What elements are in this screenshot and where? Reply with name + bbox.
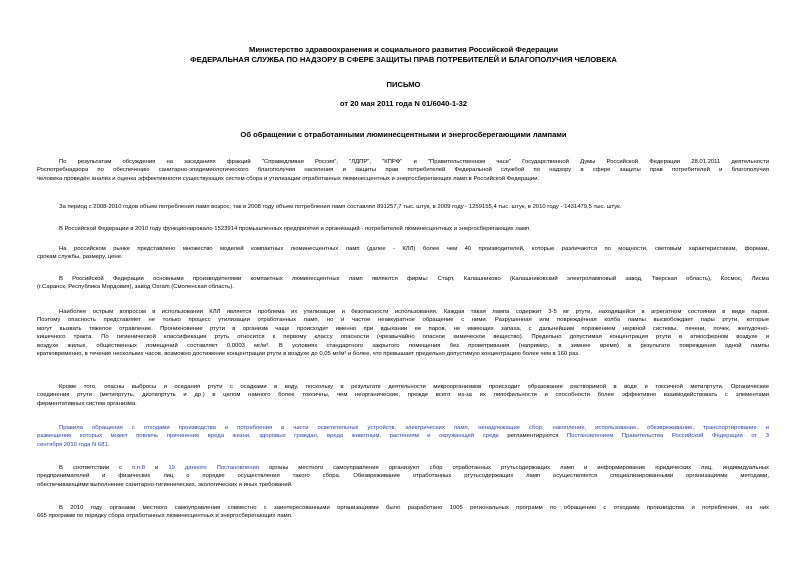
- paragraph-text: органы местного самоуправления организуют сбор отработанных ртутьсодержащих ламп и информирование юридических лиц, индивидуальных: [258, 465, 769, 471]
- paragraph-line: В Российской Федерации основными производителями компактных люминесцентных ламп являются фирмы: Старт, Калашниково (Калашниковский электроламповый завод, Тверская область), Космос, Лисма: [59, 276, 769, 282]
- paragraph-8: [37, 424, 769, 449]
- clause-8-link[interactable]: п.п.8: [132, 465, 146, 471]
- paragraph-line: 665 программ по порядку сбора отработанных люминесцентных и энергосберегающих ламп.: [37, 513, 293, 520]
- paragraph-9: [37, 464, 769, 489]
- paragraph-text: и: [145, 465, 169, 471]
- resolution-link[interactable]: Постановлением Правительства Российской Федерации от 3: [566, 433, 769, 440]
- paragraph-line: Кроме того, опасны выбросы и оседания ртути с осадками в воду, поскольку в результате деятельности микроорганизмов происходит образование растворимой в воде и токсичной метилртути. Органические: [59, 384, 769, 390]
- paragraph-text: регламентируются: [498, 433, 567, 440]
- paragraph-7: [37, 383, 769, 408]
- clause-19-link[interactable]: 19 данного Постановления: [168, 465, 259, 471]
- ministry-header: Министерство здравоохранения и социального развития Российской Федерации: [249, 45, 558, 54]
- paragraph-4: [37, 245, 769, 262]
- paragraph-line: соединения ртути (метилртуть, диэтилртуть и др.) в целом намного более токсичны, чем неорганические, прежде всего из-за их липофильности и способности более эффективно взаимодействовать с элементами: [37, 392, 769, 399]
- paragraph-line: (г.Саранск, Республика Мордовия), завод Osram (Смоленская область).: [37, 284, 234, 291]
- doc-title: Об обращении с отработанными люминесцентными и энергосберегающими лампами: [240, 130, 567, 139]
- paragraph-line: [37, 441, 769, 449]
- paragraph-line: На российском рынке представлено множество моделей компактных люминесцентных ламп (далее - КЛЛ) более чем 40 производителей, которые различаются по мощности, световым характеристикам, формам,: [59, 246, 769, 252]
- paragraph-6: [37, 308, 769, 358]
- paragraph-text: В соответствии с: [59, 465, 133, 471]
- doc-type: ПИСЬМО: [386, 80, 421, 89]
- paragraph-line: кишечного тракта. По гигиенической классификации ртуть относится к первому классу опасности (чрезвычайно опасное химическое вещество). Предельно допустимая концентрация ртути в атмосферном воздухе и: [37, 334, 769, 341]
- paragraph-line: По результатам обсуждения на заседаниях фракций "Справедливая Россия", "ЛДПР", "КПРФ" и "Правительственном часе" Государственной Думы Российской Федерации 28.01.2011 деятельности: [59, 159, 769, 165]
- rules-link[interactable]: размещение которых может повлечь причинение вреда жизни, здоровью граждан, вреда животным, растениям и окружающей среде: [37, 433, 499, 440]
- paragraph-line: человека проведён анализ и оценка эффективности существующих систем сбора и утилизации отработанных люминесцентных и энергосберегающих ламп в Российской Федерации.: [37, 175, 540, 182]
- paragraph-line: [37, 464, 769, 472]
- paragraph-line: срокам службы, размеру, цене.: [37, 254, 123, 261]
- rules-link-line[interactable]: Правила обращения с отходами производства и потребления в части осветительных устройств, электрических ламп, ненадлежащие сбор, накопление, использование, обезвреживание, транспортирование и: [59, 425, 769, 431]
- paragraph-text: .: [107, 441, 110, 448]
- resolution-link-date[interactable]: сентября 2010 года N 681: [37, 441, 108, 448]
- doc-date: от 20 мая 2011 года N 01/6040-1-32: [339, 99, 468, 108]
- paragraph-line: могут вызвать тяжелое отравление. Проникновение ртути в организм чаще происходит именно при вдыхании ее паров, не имеющих запаха, с дальнейшим поражением нервной системы, печени, почек, желудочно-: [37, 325, 769, 332]
- paragraph-1: [37, 158, 769, 183]
- paragraph-line: кратковременно, в течение нескольких часов, возможно достижение концентрации ртути в воздухе до 0,05 мг/м³ и более, что превышает предельно допустимую концентрацию более чем в 160 раз.: [37, 351, 580, 358]
- paragraph-10: [37, 504, 769, 521]
- paragraph-2: За период с 2008-2010 годов объем потребления ламп возрос, так в 2008 году объем потребления ламп составлял 891257,7 тыс. штук, в 2009 году - 1259155,4 тыс. штук, в 2010 году - 1431479,5 тыс. штук.: [59, 204, 622, 210]
- paragraph-line: Наиболее острым вопросом в использовании КЛЛ является проблема их утилизации и безопасности использования. Каждая такая лампа содержит 3-5 мг ртути, находящейся в агрегатном состоянии в виде паров.: [59, 309, 769, 315]
- paragraph-3: В Российской Федерации в 2010 году функционировало 1523914 промышленных предприятия и организаций - потребителей люминесцентных и энергосберегающих ламп.: [59, 226, 531, 232]
- paragraph-line: обеспечивающими выполнение санитарно-гигиенических, экологических и иных требований.: [37, 481, 293, 488]
- paragraph-line: воздухе жилых, общественных помещений составляет 0,0003 мг/м³. В условиях стандартного закрытого помещения без проветривания (например, в зимнее время) в результате повреждения одной лампы: [37, 342, 769, 349]
- paragraph-line: [37, 432, 769, 440]
- paragraph-line: Роспотребнадзора по обеспечению санитарно-эпидемиологического благополучия населения и защиты прав потребителей Федеральной службой по надзору в сфере защиты прав потребителей и благополучия: [37, 167, 769, 174]
- paragraph-line: ферментативных систем организма.: [37, 400, 137, 407]
- paragraph-line: предпринимателей и физических лиц о порядке осуществления такого сбора. Обезвреживание отработанных ртутьсодержащих ламп осуществляется специализированными организациями методами,: [37, 473, 769, 480]
- paragraph-line: Поэтому опасность представляет не только процесс утилизации отработанных ламп, но и частое неаккуратное обращение с ними. Разрушенная или повреждённая колба лампы высвобождает пары ртути, которые: [37, 317, 769, 324]
- paragraph-line: В 2010 году органами местного самоуправления совместно с заинтересованными организациями было разработано 1005 региональных программ по обращению с отходами производства и потребления, из них: [59, 505, 769, 511]
- paragraph-5: [37, 275, 769, 292]
- service-header: ФЕДЕРАЛЬНАЯ СЛУЖБА ПО НАДЗОРУ В СФЕРЕ ЗАЩИТЫ ПРАВ ПОТРЕБИТЕЛЕЙ И БЛАГОПОЛУЧИЯ ЧЕЛОВЕКА: [190, 55, 617, 64]
